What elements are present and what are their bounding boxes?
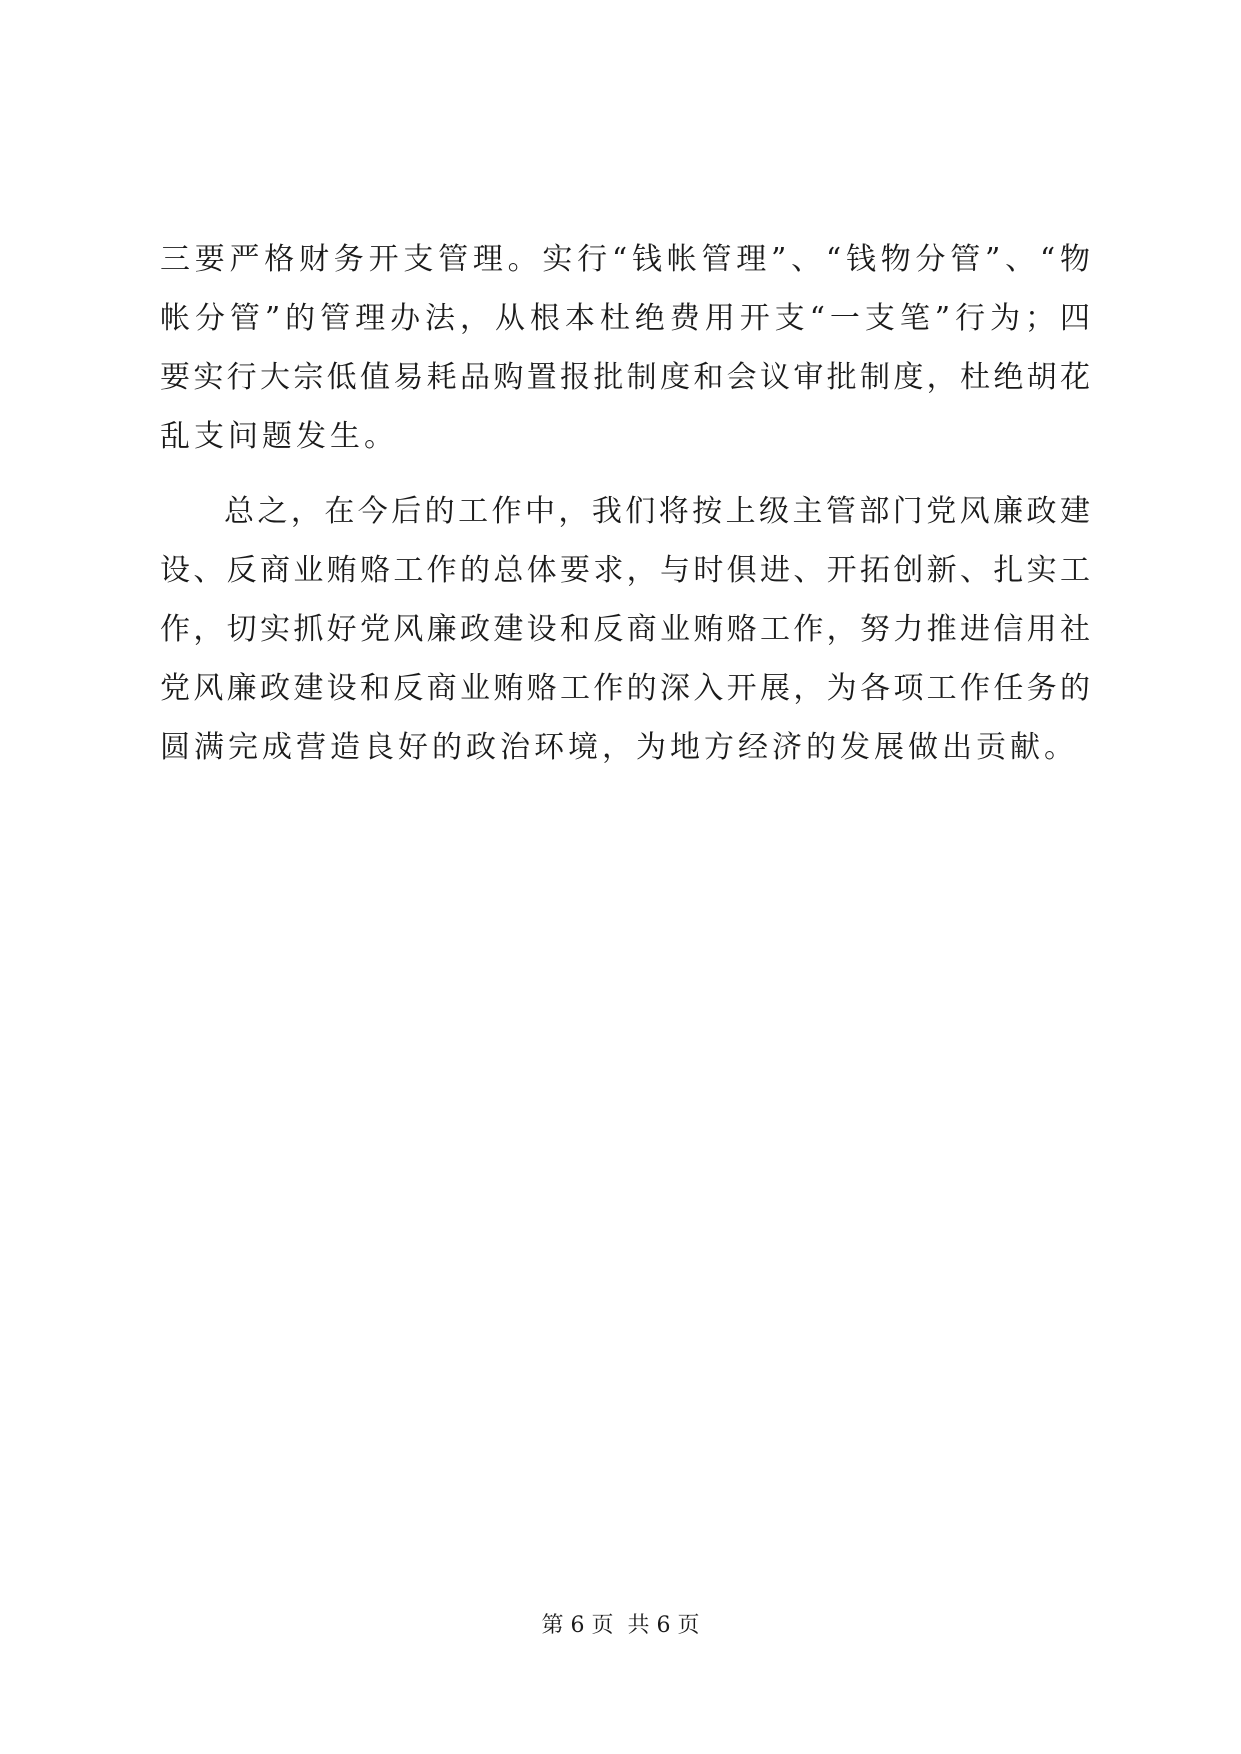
page-footer	[0, 1612, 1241, 1640]
paragraph-line: 总之，在今后的工作中，我们将按上级主管部门党风廉政建	[224, 494, 1090, 529]
paragraph-line: 作，切实抓好党风廉政建设和反商业贿赂工作，努力推进信用社	[160, 612, 1090, 647]
page-number-total: 共 6 页	[627, 1613, 700, 1638]
paragraph-line: 帐分管”的管理办法，从根本杜绝费用开支“一支笔”行为；四	[160, 301, 1090, 336]
paragraph-line: 党风廉政建设和反商业贿赂工作的深入开展，为各项工作任务的	[160, 671, 1090, 706]
paragraph-2	[160, 482, 1090, 777]
page-number-current: 第 6 页	[541, 1613, 614, 1638]
paragraph-line: 要实行大宗低值易耗品购置报批制度和会议审批制度，杜绝胡花	[160, 360, 1090, 395]
paragraph-line: 乱支问题发生。	[160, 419, 398, 454]
body-text	[160, 230, 1090, 777]
paragraph-1	[160, 230, 1090, 466]
paragraph-line: 圆满完成营造良好的政治环境，为地方经济的发展做出贡献。	[160, 730, 1078, 765]
paragraph-line: 三要严格财务开支管理。实行“钱帐管理”、“钱物分管”、“物	[160, 242, 1090, 277]
footer-spacer	[614, 1613, 628, 1638]
paragraph-line: 设、反商业贿赂工作的总体要求，与时俱进、开拓创新、扎实工	[160, 553, 1090, 588]
paragraph-gap	[160, 466, 1090, 482]
